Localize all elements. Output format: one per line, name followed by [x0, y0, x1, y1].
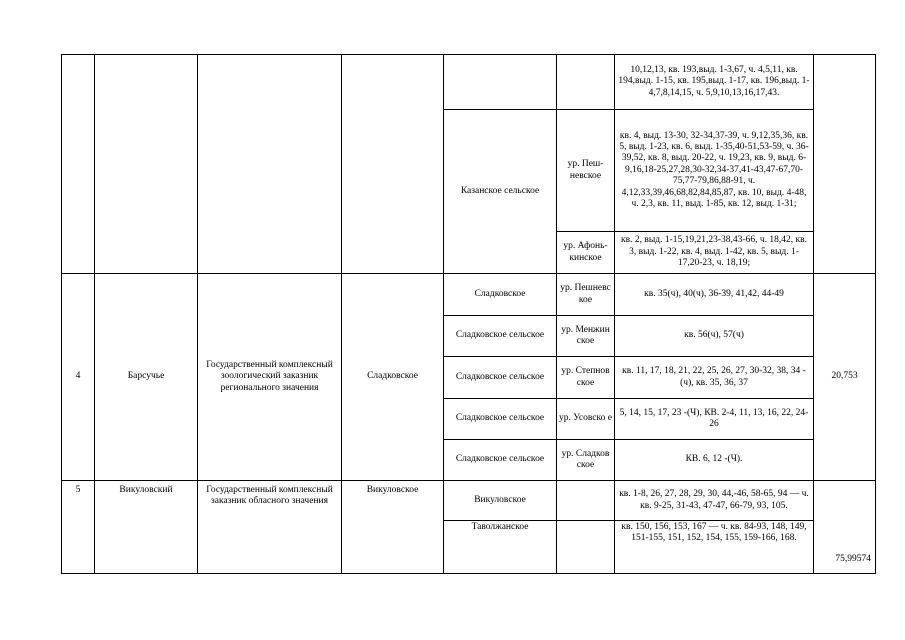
- num-cell: [62, 55, 95, 274]
- forestry-cell: Сладковское сельское: [444, 316, 557, 357]
- num-cell: 4: [62, 274, 95, 481]
- tract-cell: [557, 55, 615, 110]
- tract-cell: [557, 521, 615, 574]
- forestry-cell: Сладковское сельское: [444, 399, 557, 440]
- forestry-cell: [444, 55, 557, 110]
- forestry-cell: Сладковское сельское: [444, 357, 557, 399]
- tract-cell: ур. Пешневс кое: [557, 274, 615, 316]
- type-cell: Государственный комплексный зоологический заказник регионального значения: [198, 274, 342, 481]
- area-cell: [814, 55, 876, 274]
- reserves-table: [61, 54, 876, 574]
- kv-cell: кв. 11, 17, 18, 21, 22, 25, 26, 27, 30-32, 38, 34 -(ч), кв. 35, 36, 37: [615, 357, 814, 399]
- kv-cell: кв. 150, 156, 153, 167 — ч. кв. 84-93, 148, 149, 151-155, 151, 152, 154, 155, 159-166, 168.: [615, 521, 814, 574]
- tract-cell: ур. Усовско е: [557, 399, 615, 440]
- kv-cell: кв. 35(ч), 40(ч), 36-39, 41,42, 44-49: [615, 274, 814, 316]
- area-cell: 20,753: [814, 274, 876, 481]
- tract-cell: ур. Менжин ское: [557, 316, 615, 357]
- district-cell: [342, 55, 444, 274]
- kv-cell: 5, 14, 15, 17, 23 -(Ч), КВ. 2-4, 11, 13, 16, 22, 24-26: [615, 399, 814, 440]
- district-cell: Сладковское: [342, 274, 444, 481]
- district-cell: Викуловское: [342, 481, 444, 574]
- tract-cell: ур. Сладков ское: [557, 440, 615, 481]
- tract-cell: ур. Степнов ское: [557, 357, 615, 399]
- type-cell: Государственный комплексный заказник обласного значения: [198, 481, 342, 574]
- kv-cell: кв. 56(ч), 57(ч): [615, 316, 814, 357]
- table-row: [62, 481, 876, 521]
- forestry-cell: Викуловское: [444, 481, 557, 521]
- name-cell: [95, 55, 198, 274]
- forestry-cell: Сладковское: [444, 274, 557, 316]
- name-cell: Викуловский: [95, 481, 198, 574]
- kv-cell: кв. 1-8, 26, 27, 28, 29, 30, 44,-46, 58-65, 94 — ч. кв. 9-25, 31-43, 47-47, 66-79, 93, 105.: [615, 481, 814, 521]
- tract-cell: ур. Афонь-кинское: [557, 232, 615, 274]
- tract-cell: [557, 481, 615, 521]
- table-row: [62, 55, 876, 110]
- forestry-cell: Таволжанское: [444, 521, 557, 574]
- num-cell: 5: [62, 481, 95, 574]
- kv-cell: кв. 4, выд. 13-30, 32-34,37-39, ч. 9,12,35,36, кв. 5, выд. 1-23, кв. 6, выд. 1-35,40-51,53-59, ч. 36-39,52, кв. 8, выд. 20-22, ч. 19,23, кв. 9, выд. 6-9,16,18-25,27,28,30-32,34-37,41-43,47-67,70-75,77-79,86,88-91, ч. 4,12,33,39,46,68,82,84,85,87, кв. 10, выд. 4-48, ч. 2,3, кв. 11, выд. 1-85, кв. 12, выд. 1-31;: [615, 110, 814, 232]
- tract-cell: ур. Пеш-невское: [557, 110, 615, 232]
- kv-cell: КВ. 6, 12 -(Ч).: [615, 440, 814, 481]
- kv-cell: 10,12,13, кв. 193,выд. 1-3,67, ч. 4,5,11, кв. 194,выд. 1-15, кв. 195,выд. 1-17, кв. 196,выд. 1-4,7,8,14,15, ч. 5,9,10,13,16,17,43.: [615, 55, 814, 110]
- type-cell: [198, 55, 342, 274]
- kv-cell: кв. 2, выд. 1-15,19,21,23-38,43-66, ч. 18,42, кв. 3, выд. 1-22, кв. 4, выд. 1-42, кв. 5, выд. 1-17,20-23, ч. 18,19;: [615, 232, 814, 274]
- table-row: [62, 274, 876, 316]
- name-cell: Барсучье: [95, 274, 198, 481]
- area-cell: 75,99574: [814, 481, 876, 574]
- forestry-cell: Сладковское сельское: [444, 440, 557, 481]
- forestry-cell: Казанское сельское: [444, 110, 557, 274]
